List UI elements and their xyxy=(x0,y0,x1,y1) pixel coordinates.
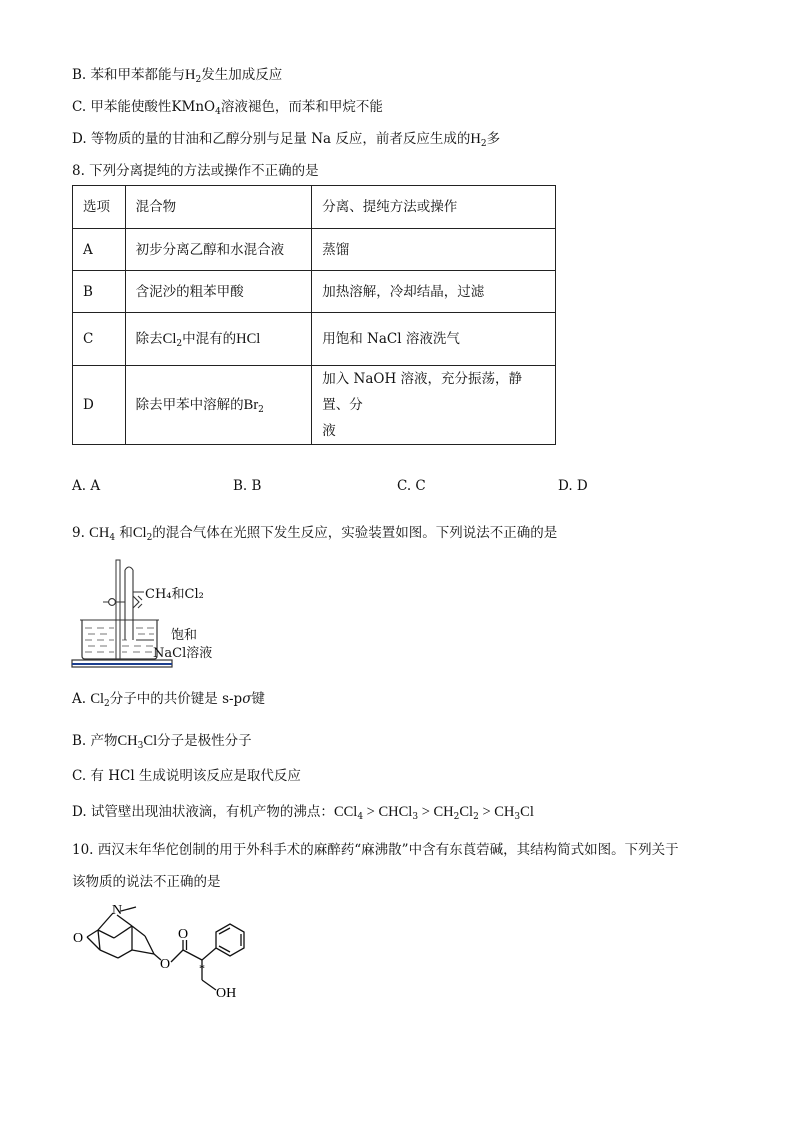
row-a-mixture: 初步分离乙醇和水混合液 xyxy=(125,229,312,271)
q8-table xyxy=(72,185,556,445)
q10-stem-line-1: 10. 西汉末年华佗创制的用于外科手术的麻醉药“麻沸散”中含有东莨菪碱，其结构简式如图。下列关于 xyxy=(72,842,679,858)
table-row xyxy=(73,313,556,366)
table-row xyxy=(73,271,556,313)
q10-stem-line-2: 该物质的说法不正确的是 xyxy=(72,874,221,890)
q9-stem: 9. $CH_4$ 和$Cl_2$的混合气体在光照下发生反应，实验装置如图。下列说法不正确的是 xyxy=(72,525,558,543)
ester-oxygen: O xyxy=(160,957,171,972)
row-d-method: 加入 NaOH 溶液，充分振荡，静置、分 液 xyxy=(312,366,556,445)
row-a-option: A xyxy=(73,229,126,271)
epoxide-oxygen: O xyxy=(73,931,84,946)
table-row xyxy=(73,229,556,271)
row-b-option: B xyxy=(73,271,126,313)
row-c-method: 用饱和 NaCl 溶液洗气 xyxy=(312,313,556,366)
header-method: 分离、提纯方法或操作 xyxy=(312,186,556,229)
clamp xyxy=(103,596,142,608)
base-plate xyxy=(72,660,172,667)
header-mixture: 混合物 xyxy=(125,186,312,229)
q9-option-b: B. 产物$CH_3Cl$分子是极性分子 xyxy=(72,733,252,751)
q8-choice-d: D. D xyxy=(558,478,588,494)
q8-choice-c: C. C xyxy=(397,478,426,494)
q8-choice-a: A. A xyxy=(72,478,101,494)
row-c-mixture: 除去$Cl_2$中混有的HCl xyxy=(125,313,312,366)
apparatus-label-solution-2: NaCl溶液 xyxy=(153,646,213,661)
apparatus-label-solution-1: 饱和 xyxy=(171,628,198,643)
hydroxyl-group: OH xyxy=(216,986,237,1001)
stand-rod xyxy=(116,560,120,660)
q7-option-b: B. 苯和甲苯都能与$H_2$发生加成反应 xyxy=(72,67,283,85)
row-b-mixture: 含泥沙的粗苯甲酸 xyxy=(125,271,312,313)
row-b-method: 加热溶解，冷却结晶，过滤 xyxy=(312,271,556,313)
table-header-row xyxy=(73,186,556,229)
q8-choice-b: B. B xyxy=(233,478,262,494)
inverted-test-tube xyxy=(125,567,133,640)
q9-option-c: C. 有 HCl 生成说明该反应是取代反应 xyxy=(72,768,301,784)
row-a-method: 蒸馏 xyxy=(312,229,556,271)
carbonyl-oxygen: O xyxy=(178,927,189,942)
q7-option-c: C. 甲苯能使酸性KMnO$_4$溶液褪色，而苯和甲烷不能 xyxy=(72,99,383,117)
apparatus-label-gases: CH₄和Cl₂ xyxy=(145,587,204,602)
nitrogen-atom: N xyxy=(112,903,123,918)
q8-stem: 8. 下列分离提纯的方法或操作不正确的是 xyxy=(72,163,319,179)
row-c-option: C xyxy=(73,313,126,366)
q9-option-a: A. $Cl_2$分子中的共价键是 s-pσ键 xyxy=(72,691,265,709)
scopolamine-structure xyxy=(70,896,270,1008)
row-d-option: D xyxy=(73,366,126,445)
sigma-symbol: σ xyxy=(242,691,252,707)
q7-option-d: D. 等物质的量的甘油和乙醇分别与足量 Na 反应，前者反应生成的$H_2$多 xyxy=(72,131,501,149)
row-d-mixture: 除去甲苯中溶解的$Br_2$ xyxy=(125,366,312,445)
header-option: 选项 xyxy=(73,186,126,229)
chiral-center-star: * xyxy=(199,961,205,975)
structure-bonds xyxy=(87,907,244,990)
q9-option-d: D. 试管壁出现油状液滴，有机产物的沸点：CCl$_4$ > CHCl$_3$ > $CH_2Cl_2 > CH_3Cl$ xyxy=(72,804,534,822)
table-row xyxy=(73,366,556,445)
